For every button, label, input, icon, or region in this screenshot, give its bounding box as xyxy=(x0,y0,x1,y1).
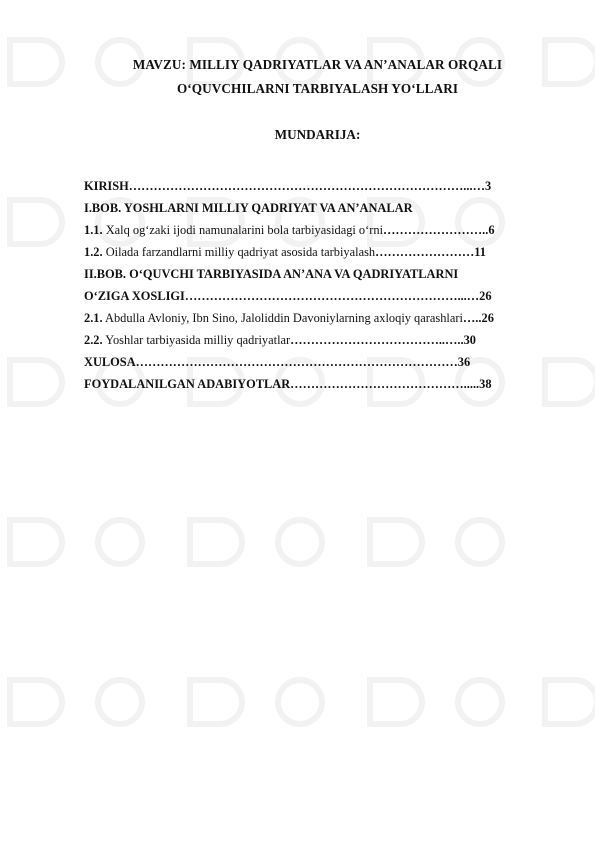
table-of-contents xyxy=(84,178,554,398)
toc-entry-chapter-1 xyxy=(84,200,554,222)
toc-page-ref: ……………………11 xyxy=(375,245,486,259)
toc-entry-chapter-2-line-1 xyxy=(84,266,554,288)
toc-entry-section-1-2 xyxy=(84,244,554,266)
document-title-line-1: MAVZU: MILLIY QADRIYATLAR VA AN’ANALAR ORQALI xyxy=(132,57,503,72)
toc-section-title: Abdulla Avloniy, Ibn Sino, Jaloliddin Davoniylarning axloqiy qarashlari xyxy=(102,311,463,325)
toc-section-number: 2.2. xyxy=(84,333,103,347)
toc-page-ref: ……………………..6 xyxy=(383,223,495,237)
toc-entry-text: XULOSA……………………………………………………………………36 xyxy=(84,355,471,369)
toc-entry-text: FOYDALANILGAN ADABIYOTLAR…………………………………….....38 xyxy=(84,377,492,391)
toc-page-ref: ………………………………..…..30 xyxy=(290,333,476,347)
toc-entry-text: O‘ZIGA XOSLIGI…………………………………………………………...…26 xyxy=(84,289,492,303)
toc-section-title: Oilada farzandlarni milliy qadriyat asosida tarbiyalash xyxy=(102,245,376,259)
toc-entry-text: II.BOB. O‘QUVCHI TARBIYASIDA AN’ANA VA QADRIYATLARNI xyxy=(84,267,459,281)
toc-entry-references xyxy=(84,376,554,398)
toc-entry-section-2-1 xyxy=(84,310,554,332)
toc-entry-intro xyxy=(84,178,554,200)
toc-section-number: 1.1. xyxy=(84,223,103,237)
document-title-line-2: O‘QUVCHILARNI TARBIYALASH YO‘LLARI xyxy=(176,81,459,96)
toc-entry-conclusion xyxy=(84,354,554,376)
toc-page-ref: …..26 xyxy=(462,311,494,325)
toc-entry-section-1-1 xyxy=(84,222,554,244)
toc-entry-section-2-2 xyxy=(84,332,554,354)
toc-section-number: 2.1. xyxy=(84,311,103,325)
toc-section-title: Xalq og‘zaki ijodi namunalarini bola tarbiyasidagi o‘rni xyxy=(102,223,384,237)
toc-entry-chapter-2-line-2 xyxy=(84,288,554,310)
contents-heading: MUNDARIJA: xyxy=(274,127,361,142)
toc-entry-text: KIRISH………………………………………………………………………...…3 xyxy=(84,179,492,193)
toc-entry-text: I.BOB. YOSHLARNI MILLIY QADRIYAT VA AN’ANALAR xyxy=(84,201,413,215)
toc-section-title: Yoshlar tarbiyasida milliy qadriyatlar xyxy=(102,333,291,347)
toc-section-number: 1.2. xyxy=(84,245,103,259)
